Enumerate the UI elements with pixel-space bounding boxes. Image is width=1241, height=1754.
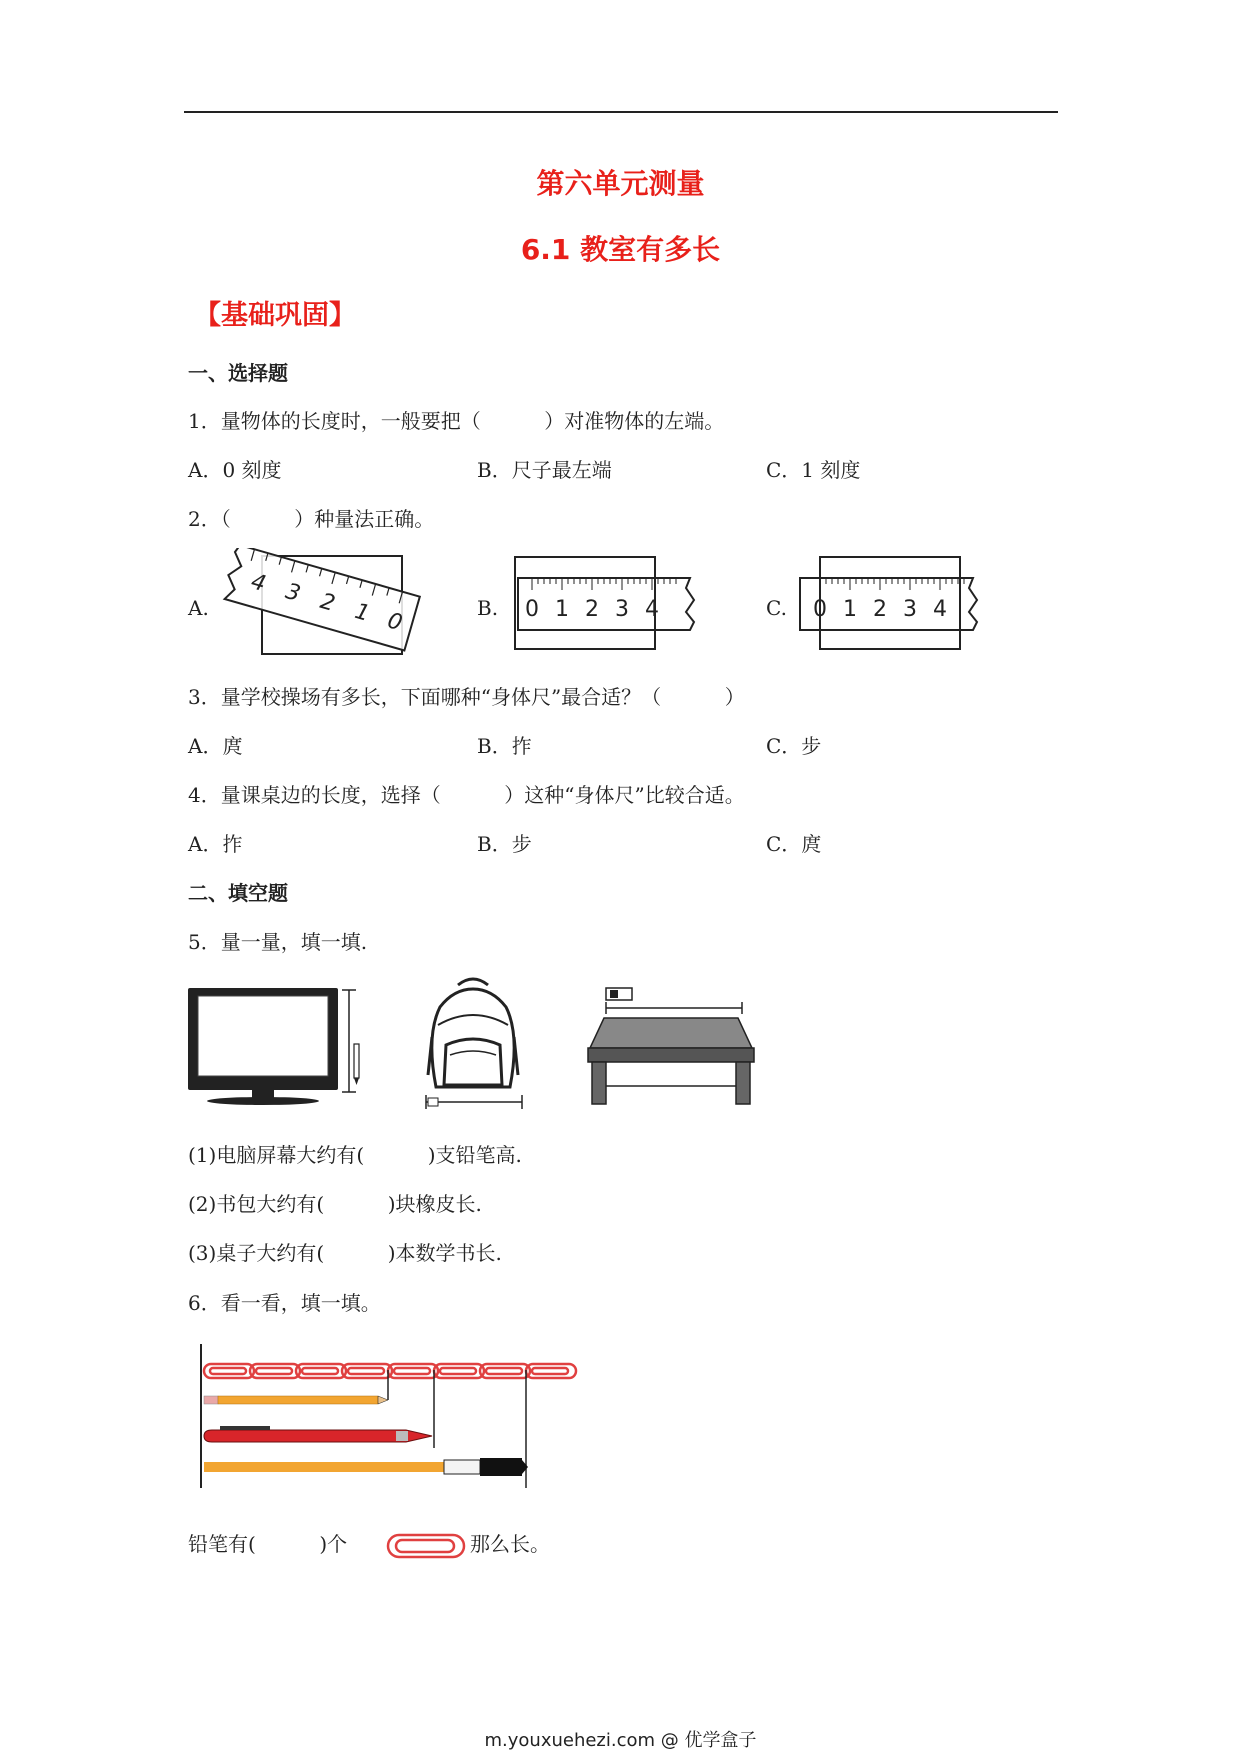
ruler-c-tick-label: 3: [903, 597, 917, 622]
backpack-figure: [418, 975, 528, 1111]
q1-option-b: B．尺子最左端: [477, 458, 612, 482]
paperclip-comparison-figure: [196, 1340, 582, 1492]
part1-heading: 一、选择题: [188, 361, 288, 385]
pencil-eraser: [204, 1396, 218, 1404]
q5-item-3: (3)桌子大约有( )本数学书长.: [188, 1241, 502, 1265]
q1-option-a: A．0 刻度: [188, 458, 282, 482]
q2-figure-a: [222, 548, 422, 660]
lesson-title: 6.1 教室有多长: [520, 233, 721, 266]
marker-body: [204, 1462, 444, 1472]
ruler-a-tick-label: 1: [351, 598, 373, 627]
question-6: 6．看一看，填一填。: [188, 1291, 381, 1315]
ruler-b-tick-label: 1: [555, 597, 569, 622]
unit-title: 第六单元测量: [536, 167, 705, 200]
q4-option-a: A．拃: [188, 832, 243, 856]
header-rule: [184, 111, 1058, 113]
ruler-b-tick-label: 3: [615, 597, 629, 622]
q2-label-c: C.: [766, 596, 787, 620]
q6-pencil-suffix: 那么长。: [470, 1532, 550, 1556]
computer-monitor-figure: [186, 984, 364, 1106]
desk-figure: [586, 986, 756, 1108]
q2-label-b: B.: [477, 596, 499, 620]
question-1: 1．量物体的长度时，一般要把（ ）对准物体的左端。: [188, 409, 725, 433]
q3-option-b: B．拃: [477, 734, 532, 758]
footer-text: m.youxuehezi.com @ 优学盒子: [484, 1730, 757, 1751]
ruler-c-tick-label: 4: [933, 597, 947, 622]
q3-option-a: A．庹: [188, 734, 243, 758]
ruler-a-tick-label: 4: [248, 569, 269, 598]
ruler-c-tick-label: 0: [813, 597, 827, 622]
ruler-a-tick-label: 0: [384, 608, 405, 637]
q2-label-a: A.: [188, 596, 209, 620]
question-4: 4．量课桌边的长度，选择（ ）这种“身体尺”比较合适。: [188, 783, 745, 807]
ruler-c-tick-label: 1: [843, 597, 857, 622]
ruler-b-tick-label: 2: [585, 597, 599, 622]
section-label: 【基础巩固】: [194, 300, 356, 331]
q6-pencil-prefix: 铅笔有( )个: [188, 1532, 348, 1556]
question-2: 2．（ ）种量法正确。: [188, 507, 435, 531]
q2-figure-b: [510, 554, 700, 654]
ruler-a-tick-label: 2: [317, 589, 338, 617]
pencil: [218, 1396, 378, 1404]
question-3: 3．量学校操场有多长，下面哪种“身体尺”最合适？（ ）: [188, 685, 745, 709]
q5-item-1: (1)电脑屏幕大约有( )支铅笔高.: [188, 1143, 522, 1167]
paperclip-chain: [204, 1364, 576, 1378]
q4-option-b: B．步: [477, 832, 532, 856]
q5-item-2: (2)书包大约有( )块橡皮长.: [188, 1192, 482, 1216]
question-5: 5．量一量，填一填.: [188, 930, 368, 954]
q2-figure-c: [798, 554, 988, 654]
q1-option-c: C．1 刻度: [766, 458, 861, 482]
ruler-b-tick-label: 0: [525, 597, 539, 622]
paperclip-icon: [386, 1531, 466, 1561]
q4-option-c: C．庹: [766, 832, 822, 856]
ruler-a-tick-label: 3: [282, 579, 304, 607]
q3-option-c: C．步: [766, 734, 822, 758]
ruler-c-tick-label: 2: [873, 597, 887, 622]
part2-heading: 二、填空题: [188, 881, 288, 905]
ruler-b-tick-label: 4: [645, 597, 659, 622]
